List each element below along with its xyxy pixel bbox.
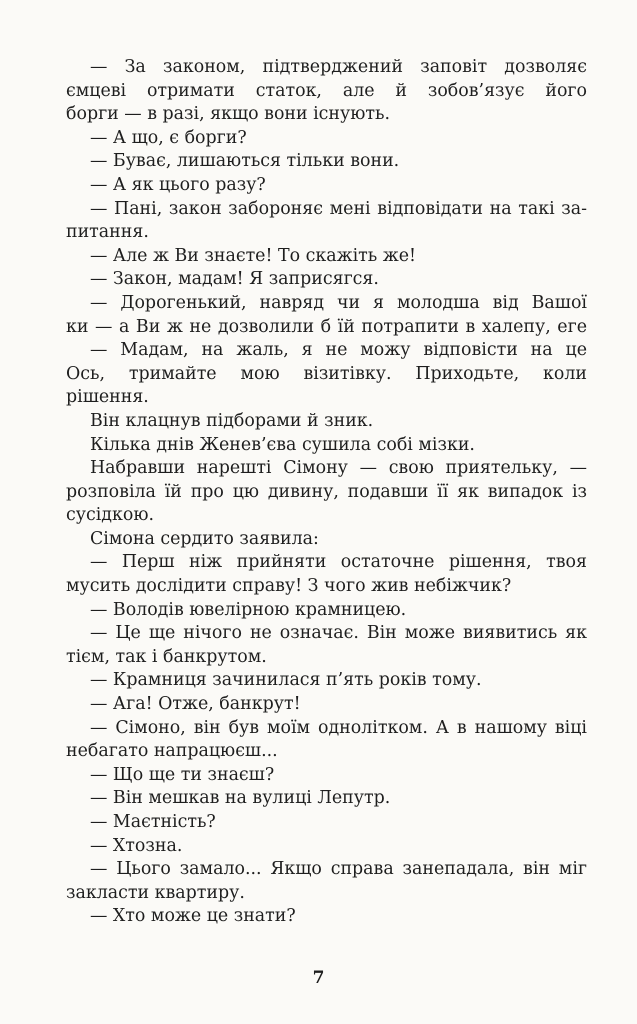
- text-line: — Хтозна.: [90, 835, 183, 856]
- text-line: сусідкою.: [66, 505, 154, 526]
- text-line: — Але ж Ви знаєте! То скажіть же!: [90, 245, 417, 266]
- text-line: — Цього замало... Якщо справа занепадала, він міг: [90, 859, 587, 880]
- text-line: — А як цього разу?: [90, 174, 266, 195]
- text-line: — Перш ніж прийняти остаточне рішення, твоя: [90, 552, 587, 573]
- text-line: борги — в разі, якщо вони існують.: [66, 104, 391, 125]
- text-line: — За законом, підтверджений заповіт дозволяє: [90, 57, 587, 77]
- text-line: розповіла їй про цю дивину, подавши її як випадок із: [66, 481, 587, 502]
- text-line: — Крамниця зачинилася п’ять років тому.: [90, 670, 482, 691]
- page-number: 7: [312, 968, 325, 988]
- text-line: — Мадам, на жаль, я не можу відповісти на це: [90, 340, 587, 361]
- text-line: Набравши нарешті Сімону — свою приятельку, —: [90, 458, 587, 479]
- text-line: — Хто може це знати?: [90, 906, 296, 927]
- text-line: рішення.: [66, 387, 149, 408]
- text-line: тієм, так і банкрутом.: [66, 646, 267, 667]
- text-line: ки — а Ви ж не дозволили б їй потрапити в халепу, еге: [66, 316, 587, 337]
- text-line: питання.: [66, 222, 149, 243]
- text-line: закласти квартиру.: [66, 882, 245, 903]
- text-line: — Пані, закон забороняє мені відповідати на такі за-: [90, 198, 587, 219]
- body-text: [66, 56, 587, 929]
- text-line: — Ага! Отже, банкрут!: [90, 694, 301, 715]
- text-line: — Маєтність?: [90, 812, 216, 832]
- text-line: мусить дослідити справу! З чого жив небіжчик?: [66, 576, 512, 597]
- text-line: небагато напрацюєш...: [66, 741, 278, 762]
- text-line: — А що, є борги?: [90, 127, 247, 148]
- text-line: — Дорогенький, навряд чи я молодша від Вашої: [90, 292, 587, 313]
- text-line: Сімона сердито заявила:: [90, 528, 319, 549]
- text-line: — Це ще нічого не означає. Він може виявитись як: [90, 623, 587, 644]
- text-line: Він клацнув підборами й зник.: [90, 410, 374, 431]
- text-line: — Буває, лишаються тільки вони.: [90, 151, 400, 172]
- text-line: Кілька днів Женев’єва сушила собі мізки.: [90, 434, 475, 455]
- text-line: — Сімоно, він був моїм однолітком. А в нашому віці: [90, 717, 587, 738]
- text-line: — Закон, мадам! Я заприсягся.: [90, 269, 379, 290]
- text-line: — Володів ювелірною крамницею.: [90, 599, 407, 620]
- text-line: — Що ще ти знаєш?: [90, 764, 275, 785]
- text-line: ємцеві отримати статок, але й зобов’язує його: [66, 80, 587, 101]
- text-line: Ось, тримайте мою візитівку. Приходьте, коли: [66, 363, 587, 384]
- text-line: — Він мешкав на вулиці Лепутр.: [90, 788, 391, 809]
